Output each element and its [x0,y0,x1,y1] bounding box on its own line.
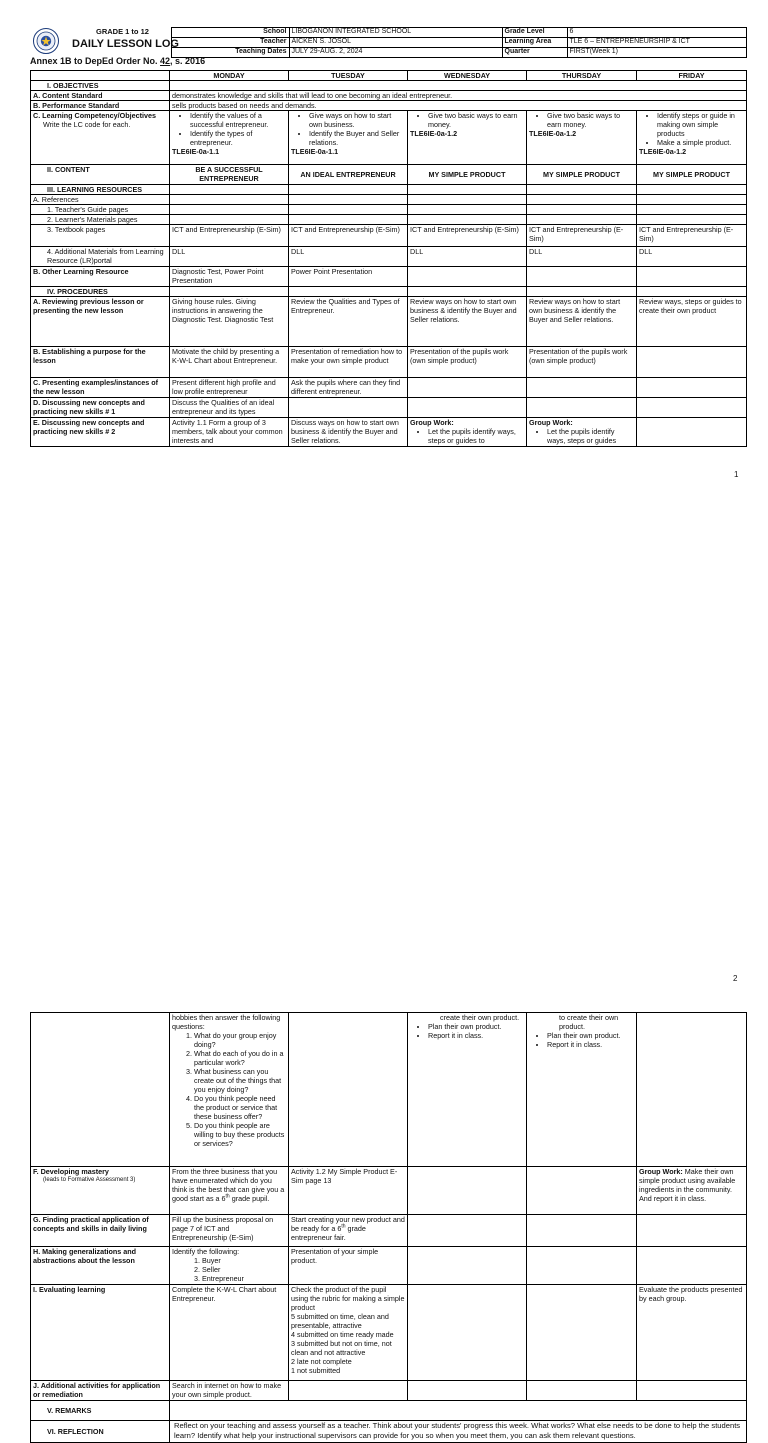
proc-e-wednesday-item: • Let the pupils identify ways, steps or guides to [428,427,524,445]
additional-materials-label: 4. Additional Materials from Learning Resource (LR)portal [31,247,170,267]
proc-a-friday: Review ways, steps or guides to create their own product [637,297,747,347]
proc-a-thursday: Review ways on how to start own business & identify the Buyer and Seller relations. [527,297,637,347]
lc-wednesday-item-1: • Give two basic ways to earn money. [428,111,524,129]
header-info-table [30,27,747,58]
learning-competency-label [31,111,170,165]
lc-tuesday [289,111,408,165]
proc-h-label: H. Making generalizations and abstractions about the lesson [31,1247,170,1285]
remarks-label: V. REMARKS [31,1401,170,1421]
lc-thursday-item-1: • Give two basic ways to earn money. [547,111,634,129]
proc-a-tuesday: Review the Qualities and Types of Entrepreneur. [289,297,408,347]
proc-d-label: D. Discussing new concepts and practicing new skills # 1 [31,398,170,418]
proc-e-thursday [527,418,637,447]
textbook-thursday: ICT and Entrepreneurship (E-Sim) [527,225,637,247]
proc-f-label-text: F. Developing mastery [33,1167,109,1176]
proc-e-monday-continued [170,1013,289,1167]
lc-wednesday-code: TLE6IE-0a-1.2 [410,129,458,138]
proc-h-tuesday: Presentation of your simple product. [289,1247,408,1285]
lc-sub-text: Write the LC code for each. [43,120,131,129]
page-1 [0,0,768,484]
proc-b-tuesday: Presentation of remediation how to make your own simple product [289,347,408,378]
proc-g-tue-text: Start creating your new product and be ready for a 6 [291,1215,405,1233]
proc-e-wednesday [408,418,527,447]
rubric-1: 1 not submitted [291,1366,341,1375]
quarter-label: Quarter [502,48,567,58]
lc-friday [637,111,747,165]
day-monday: MONDAY [170,71,289,81]
proc-b-label: B. Establishing a purpose for the lesson [31,347,170,378]
learners-materials-label: 2. Learner's Materials pages [31,215,170,225]
proc-a-label: A. Reviewing previous lesson or presenting the new lesson [31,297,170,347]
lc-monday [170,111,289,165]
performance-standard-label: B. Performance Standard [31,101,170,111]
page-number-2: 2 [733,974,738,983]
references-label: A. References [31,195,170,205]
textbook-wednesday: ICT and Entrepreneurship (E-Sim) [408,225,527,247]
question-1: 1. What do your group enjoy doing? [194,1031,286,1049]
lesson-log-table-continued [30,1012,747,1443]
additional-tuesday: DLL [289,247,408,267]
lc-wednesday [408,111,527,165]
proc-e-thursday-item: • Let the pupils identify ways, steps or guides [547,427,634,445]
day-header-row [31,71,747,81]
proc-h-monday [170,1247,289,1285]
proc-i-tuesday [289,1285,408,1381]
additional-wednesday: DLL [408,247,527,267]
content-standard-value: demonstrates knowledge and skills that will lead to one becoming an ideal entrepreneur. [170,91,747,101]
learning-resources-heading: III. LEARNING RESOURCES [31,185,170,195]
content-tuesday: AN IDEAL ENTREPRENEUR [289,165,408,185]
lc-monday-item-1: • Identify the values of a successful entrepreneur. [190,111,286,129]
proc-f-fri-text: Make their own simple product using available ingredients in the community. And report it in class. [639,1167,736,1203]
buyer-item: 1. Buyer [202,1256,286,1265]
textbook-monday: ICT and Entrepreneurship (E-Sim) [170,225,289,247]
rubric-5: 5 submitted on time, clean and presentable, attractive [291,1312,389,1330]
proc-e-tuesday: Discuss ways on how to start own business & identify the Buyer and Seller relations. [289,418,408,447]
lc-tuesday-item-2: • Identify the Buyer and Seller relations. [309,129,405,147]
question-4: 4. Do you think people need the product or service that these business offer? [194,1094,286,1121]
proc-h-mon-lead: Identify the following: [172,1247,240,1256]
objectives-heading: I. OBJECTIVES [31,81,170,91]
lc-friday-code: TLE6IE-0a-1.2 [639,147,687,156]
proc-e-thu-cont-text: to create their own product. [559,1013,619,1031]
annex-reference [30,56,205,66]
grade-range-title: GRADE 1 to 12 [96,27,149,36]
daily-lesson-log-title: DAILY LESSON LOG [72,38,179,50]
plan-product-bullet-wed: • Plan their own product. [428,1022,524,1031]
other-resources-monday: Diagnostic Test, Power Point Presentation [170,267,289,287]
proc-b-monday: Motivate the child by presenting a K-W-L Chart about Entrepreneur. [170,347,289,378]
entrepreneur-item: 3. Entrepreneur [202,1274,286,1283]
proc-c-tuesday: Ask the pupils where can they find different entrepreneur. [289,378,408,398]
rubric-3: 3 submitted but not on time, not clean and not attractive [291,1339,392,1357]
proc-e-wed-cont-text: create their own product. [440,1013,520,1022]
lc-monday-item-2: • Identify the types of entrepreneur. [190,129,286,147]
proc-g-tuesday [289,1215,408,1247]
proc-e-label: E. Discussing new concepts and practicing new skills # 2 [31,418,170,447]
annex-prefix: Annex 1B to DepEd Order No. [30,56,161,66]
teacher-value: AICKEN S. JOSOL [289,38,502,48]
textbook-pages-label: 3. Textbook pages [31,225,170,247]
proc-f-mon-tail: grade pupil. [229,1194,270,1203]
school-value: LIBOGANON INTEGRATED SCHOOL [289,28,502,38]
rubric-2: 2 late not complete [291,1357,352,1366]
learning-area-label: Learning Area [502,38,567,48]
proc-g-tue-tail: grade entrepreneur fair. [291,1224,366,1242]
proc-e-wednesday-continued [408,1013,527,1167]
proc-c-monday: Present different high profile and low profile entrepreneur [170,378,289,398]
proc-i-label: I. Evaluating learning [31,1285,170,1381]
page-2 [0,484,768,1440]
textbook-tuesday: ICT and Entrepreneurship (E-Sim) [289,225,408,247]
teacher-label: Teacher [171,38,289,48]
proc-j-label: J. Additional activities for application or remediation [31,1381,170,1401]
lc-monday-code: TLE6IE-0a-1.1 [172,147,220,156]
performance-standard-value: sells products based on needs and demands. [170,101,747,111]
proc-g-tue-sup: th [341,1223,346,1230]
lc-thursday [527,111,637,165]
rubric-intro: Check the product of the pupil using the rubric for making a simple product [291,1285,405,1312]
lc-friday-item-2: • Make a simple product. [657,138,744,147]
teaching-dates-label: Teaching Dates [171,48,289,58]
proc-f-sub-text: (leads to Formative Assessment 3) [43,1177,136,1183]
proc-j-monday: Search in internet on how to make your own simple product. [170,1381,289,1401]
proc-c-label: C. Presenting examples/instances of the new lesson [31,378,170,398]
additional-thursday: DLL [527,247,637,267]
content-thursday: MY SIMPLE PRODUCT [527,165,637,185]
proc-g-monday: Fill up the business proposal on page 7 of ICT and Entrepreneurship (E-Sim) [170,1215,289,1247]
day-tuesday: TUESDAY [289,71,408,81]
day-friday: FRIDAY [637,71,747,81]
proc-i-friday: Evaluate the products presented by each group. [637,1285,747,1381]
lc-tuesday-item-1: • Give ways on how to start own business. [309,111,405,129]
content-friday: MY SIMPLE PRODUCT [637,165,747,185]
seller-item: 2. Seller [202,1265,286,1274]
procedures-heading: IV. PROCEDURES [31,287,170,297]
proc-i-monday: Complete the K-W-L Chart about Entrepreneur. [170,1285,289,1381]
proc-f-mon-sup: th [225,1193,230,1200]
proc-g-label: G. Finding practical application of concepts and skills in daily living [31,1215,170,1247]
additional-friday: DLL [637,247,747,267]
proc-f-monday [170,1167,289,1215]
reflection-label: VI. REFLECTION [31,1421,170,1443]
teachers-guide-label: 1. Teacher's Guide pages [31,205,170,215]
learning-area-value: TLE 6 – ENTREPRENEURSHIP & ICT [567,38,746,48]
textbook-friday: ICT and Entrepreneurship (E-Sim) [637,225,747,247]
annex-order-number: 42 [160,56,171,66]
page-number-1: 1 [734,470,739,479]
question-5: 5. Do you think people are willing to buy these products or services? [194,1121,286,1148]
content-wednesday: MY SIMPLE PRODUCT [408,165,527,185]
proc-a-wednesday: Review ways on how to start own business & identify the Buyer and Seller relations. [408,297,527,347]
plan-product-bullet-thu: • Plan their own product. [547,1031,634,1040]
content-standard-label: A. Content Standard [31,91,170,101]
annex-suffix: , s. 2016 [170,56,206,66]
lesson-log-table [30,70,747,447]
proc-e-monday-cont-text: hobbies then answer the following questions: [172,1013,281,1031]
report-bullet-wed: • Report it in class. [428,1031,524,1040]
content-label: II. CONTENT [31,165,170,185]
lc-tuesday-code: TLE6IE-0a-1.1 [291,147,339,156]
lc-label-text: C. Learning Competency/Objectives [33,111,157,120]
proc-f-label [31,1167,170,1215]
question-2: 2. What do each of you do in a particular work? [194,1049,286,1067]
proc-f-mon-text: From the three business that you have enumerated which do you think is the best that can give you a good start as a 6 [172,1167,285,1203]
proc-f-tuesday: Activity 1.2 My Simple Product E-Sim page 13 [289,1167,408,1215]
quarter-value: FIRST(Week 1) [567,48,746,58]
proc-f-friday [637,1167,747,1215]
proc-b-thursday: Presentation of the pupils work (own simple product) [527,347,637,378]
lc-thursday-code: TLE6IE-0a-1.2 [529,129,577,138]
rubric-4: 4 submitted on time ready made [291,1330,394,1339]
teaching-dates-value: JULY 29-AUG. 2, 2024 [289,48,502,58]
lc-friday-item-1: • Identify steps or guide in making own simple products [657,111,744,138]
grade-level-label: Grade Level [502,28,567,38]
day-thursday: THURSDAY [527,71,637,81]
proc-e-monday: Activity 1.1 Form a group of 3 members, talk about your common interests and [170,418,289,447]
additional-monday: DLL [170,247,289,267]
report-bullet-thu: • Report it in class. [547,1040,634,1049]
school-label: School [171,28,289,38]
proc-e-thursday-continued [527,1013,637,1167]
proc-b-wednesday: Presentation of the pupils work (own simple product) [408,347,527,378]
reflection-text: Reflect on your teaching and assess yourself as a teacher. Think about your students' progress this week. What works? What else needs to be done to help the students learn? Identify what help your instructional supervisors can provide for you so when you meet them, you can ask them relevant questions. [170,1421,747,1443]
day-wednesday: WEDNESDAY [408,71,527,81]
group-work-label-thu: Group Work: [529,418,573,427]
content-monday: BE A SUCCESSFUL ENTREPRENEUR [170,165,289,185]
group-work-label-fri: Group Work: [639,1167,683,1176]
proc-a-monday: Giving house rules. Giving instructions in answering the Diagnostic Test. Diagnostic Test [170,297,289,347]
question-3: 3. What business can you create out of the things that you enjoy doing? [194,1067,286,1094]
other-resources-label: B. Other Learning Resource [31,267,170,287]
other-resources-tuesday: Power Point Presentation [289,267,408,287]
proc-d-monday: Discuss the Qualities of an ideal entrepreneur and its types [170,398,289,418]
grade-level-value: 6 [567,28,746,38]
group-work-label-wed: Group Work: [410,418,454,427]
